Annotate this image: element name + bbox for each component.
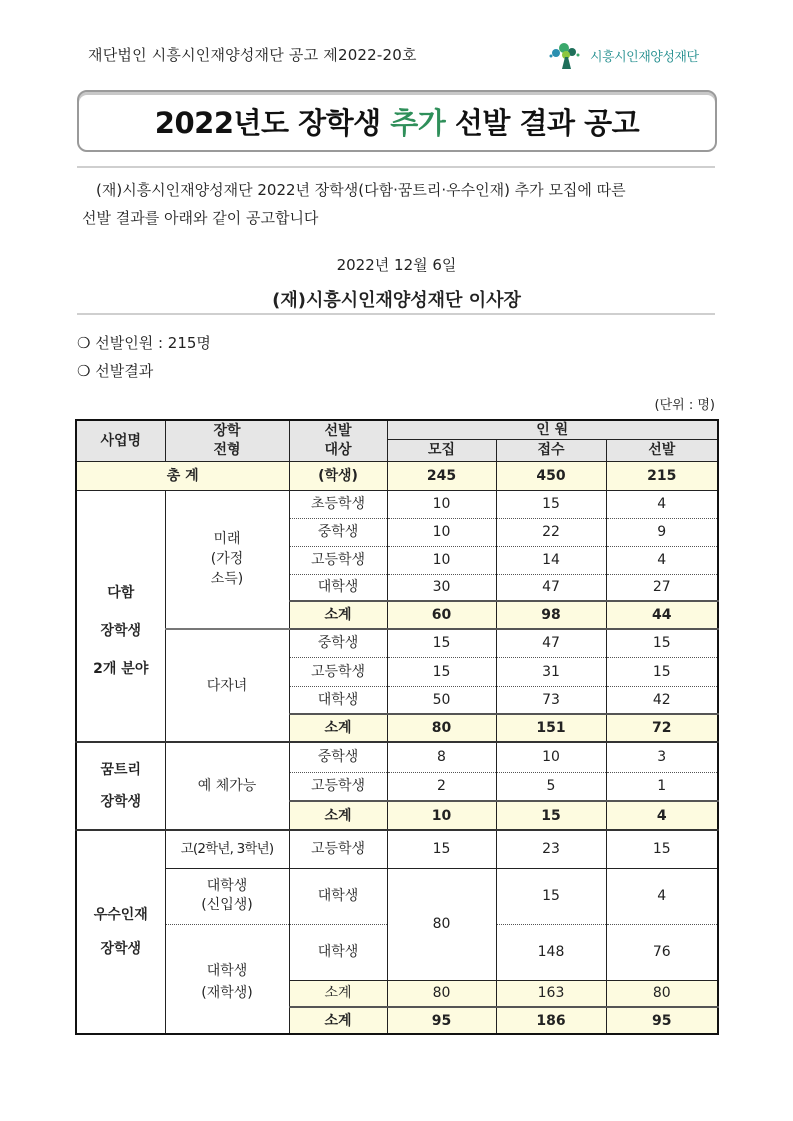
total-label: 총 계 [76,461,289,490]
recruit-cell: 50 [387,686,496,714]
applied-cell: 47 [496,629,606,657]
header-selected: 선발 [606,439,718,461]
subtotal-label: 소계 [289,601,387,629]
target-cell: 대학생 [289,574,387,601]
bullet-icon: ❍ [77,334,91,352]
subtotal-selected: 4 [606,801,718,830]
bullet-total [77,332,211,353]
total-row [76,461,718,490]
recruit-cell: 10 [387,518,496,546]
target-cell: 고등학생 [289,772,387,801]
subtotal-selected: 80 [606,980,718,1007]
program-daham: 다함 장학생 2개 분야 [76,490,165,742]
target-cell: 중학생 [289,629,387,657]
recruit-cell: 15 [387,629,496,657]
header-type-line: 장학 [213,422,241,439]
type-arts: 예 체가능 [165,742,289,830]
organization-signature: (재)시흥시인재양성재단 이사장 [272,290,521,311]
applied-cell: 15 [496,490,606,518]
header-recruit: 모집 [387,439,496,461]
subtotal-label: 소계 [289,714,387,742]
total-selected: 215 [606,461,718,490]
target-cell: 대학생 [289,924,387,980]
subtotal-recruit: 60 [387,601,496,629]
subtotal-applied: 151 [496,714,606,742]
applied-cell: 47 [496,574,606,601]
recruit-cell: 2 [387,772,496,801]
total-recruit: 245 [387,461,496,490]
type-freshman: 대학생 (신입생) [165,868,289,924]
recruit-cell: 10 [387,546,496,574]
recruit-cell: 8 [387,742,496,772]
type-enrolled: 대학생 (재학생) [165,924,289,1034]
selected-cell: 27 [606,574,718,601]
selected-cell: 4 [606,546,718,574]
selected-cell: 1 [606,772,718,801]
header-type-line: 전형 [213,441,241,458]
bullet-icon: ❍ [77,362,91,380]
recruit-cell: 10 [387,490,496,518]
target-cell: 고등학생 [289,830,387,868]
recruit-cell: 15 [387,830,496,868]
total-selected-text: 선발인원 : 215명 [95,334,211,352]
table-row [76,868,718,924]
bullet-results [77,360,153,381]
applied-cell: 10 [496,742,606,772]
tree-logo-icon [548,41,584,69]
applied-cell: 73 [496,686,606,714]
program-kkumtree: 꿈트리 장학생 [76,742,165,830]
results-table [75,419,719,1035]
applied-cell: 23 [496,830,606,868]
header-target [289,420,387,461]
target-cell: 대학생 [289,686,387,714]
applied-cell: 15 [496,868,606,924]
recruit-cell: 15 [387,657,496,686]
subtotal-applied: 163 [496,980,606,1007]
header-row [76,420,718,439]
subtotal-recruit: 95 [387,1007,496,1034]
subtotal-selected: 44 [606,601,718,629]
applied-cell: 22 [496,518,606,546]
type-high-school: 고(2학년, 3학년) [165,830,289,868]
type-mirae: 미래 (가정 소득) [165,490,289,629]
target-cell: 대학생 [289,868,387,924]
applied-cell: 148 [496,924,606,980]
target-cell: 고등학생 [289,546,387,574]
divider-bottom [77,313,715,315]
subtotal-recruit: 80 [387,980,496,1007]
foundation-logo [548,40,718,70]
selected-cell: 4 [606,868,718,924]
table-row [76,742,718,772]
type-dajanyeo: 다자녀 [165,629,289,742]
subtotal-recruit: 10 [387,801,496,830]
header-applied: 접수 [496,439,606,461]
subtotal-selected: 95 [606,1007,718,1034]
page-title [155,101,639,142]
subtotal-label: 소계 [289,980,387,1007]
title-part1: 2022년도 장학생 [154,105,391,140]
target-cell: 중학생 [289,518,387,546]
subtotal-label: 소계 [289,801,387,830]
notice-number: 재단법인 시흥시인재양성재단 공고 제2022-20호 [88,46,417,64]
announcement-date: 2022년 12월 6일 [336,256,457,274]
title-box [77,90,717,152]
target-cell: 초등학생 [289,490,387,518]
recruit-shared-cell: 80 [387,868,496,980]
intro-line-2: 선발 결과를 아래와 같이 공고합니다 [82,209,319,227]
applied-cell: 5 [496,772,606,801]
results-label: 선발결과 [95,362,154,380]
subtotal-recruit: 80 [387,714,496,742]
logo-text: 시흥시인재양성재단 [590,49,699,65]
unit-label: (단위 : 명) [654,398,715,413]
subtotal-label: 소계 [289,1007,387,1034]
subtotal-applied: 98 [496,601,606,629]
selected-cell: 9 [606,518,718,546]
title-accent: 추가 [390,105,446,140]
applied-cell: 31 [496,657,606,686]
total-target: (학생) [289,461,387,490]
selected-cell: 15 [606,629,718,657]
selected-cell: 15 [606,657,718,686]
selected-cell: 15 [606,830,718,868]
total-applied: 450 [496,461,606,490]
subtotal-applied: 15 [496,801,606,830]
divider-top [77,166,715,168]
program-excellent: 우수인재 장학생 [76,830,165,1034]
header-type [165,420,289,461]
subtotal-selected: 72 [606,714,718,742]
recruit-cell: 30 [387,574,496,601]
table-row [76,830,718,868]
header-people: 인 원 [387,420,718,439]
title-part2: 선발 결과 공고 [445,105,640,140]
applied-cell: 14 [496,546,606,574]
selected-cell: 42 [606,686,718,714]
target-cell: 고등학생 [289,657,387,686]
header-program: 사업명 [76,420,165,461]
header-target-line: 대상 [324,441,352,458]
selected-cell: 76 [606,924,718,980]
table-row [76,490,718,518]
target-cell: 중학생 [289,742,387,772]
table-row [76,629,718,657]
intro-paragraph [82,176,712,232]
intro-line-1: (재)시흥시인재양성재단 2022년 장학생(다함·꿈트리·우수인재) 추가 모집에 따른 [96,181,626,199]
selected-cell: 3 [606,742,718,772]
header-target-line: 선발 [324,422,352,439]
selected-cell: 4 [606,490,718,518]
subtotal-applied: 186 [496,1007,606,1034]
